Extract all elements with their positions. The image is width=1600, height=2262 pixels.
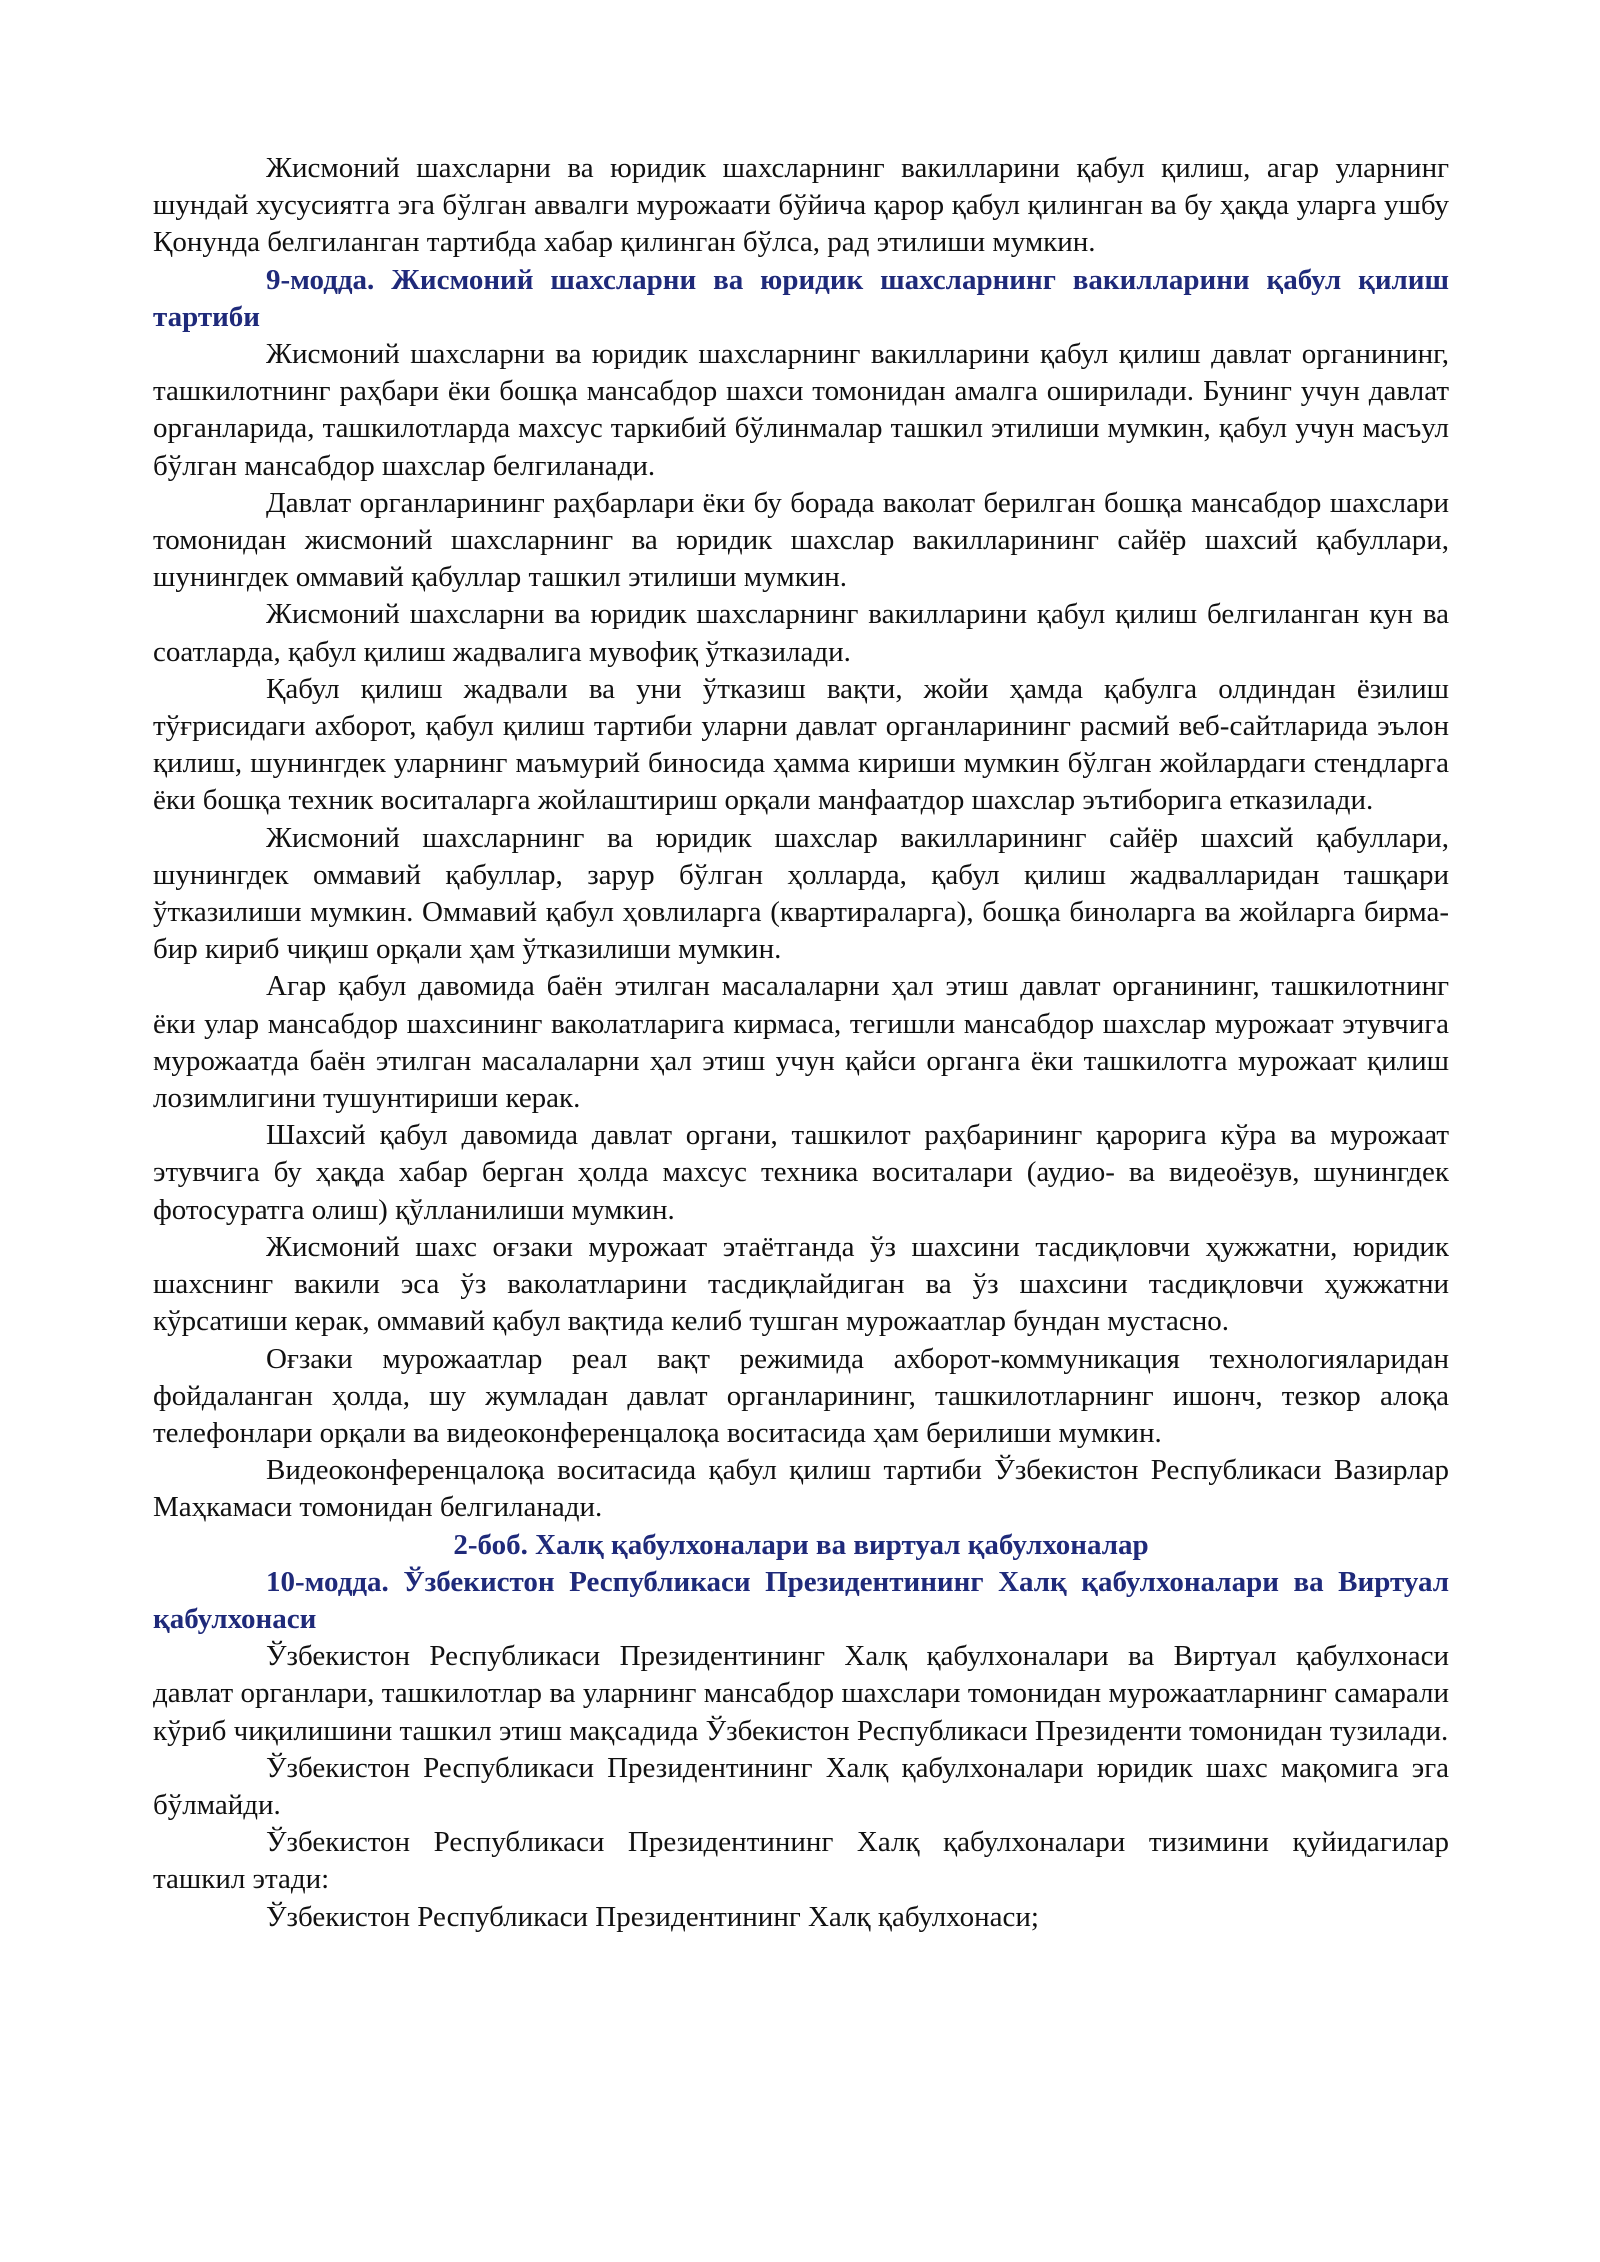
paragraph: Жисмоний шахсларнинг ва юридик шахслар вакилларининг сайёр шахсий қабуллари, шунингдек оммавий қабуллар, зарур бўлган ҳолларда, қабул қилиш жадвалларидан ташқари ўтказилиши мумкин. Оммавий қабул ҳовлиларга (квартираларга), бошқа биноларга ва жойларга бирма-бир кириб чиқиш орқали ҳам ўтказилиши мумкин. [153,821,1449,966]
paragraph: Жисмоний шахсларни ва юридик шахсларнинг вакилларини қабул қилиш белгиланган кун ва соатларда, қабул қилиш жадвалига мувофиқ ўтказилади. [153,598,1449,668]
paragraph: Шахсий қабул давомида давлат органи, ташкилот раҳбарининг қарорига кўра ва мурожаат этувчига бу ҳақда хабар берган ҳолда махсус техника воситалари (аудио- ва видеоёзув, шунингдек фотосуратга олиш) қўлланилиши мумкин. [153,1119,1449,1226]
chapter-heading: 2-боб. Халқ қабулхоналари ва виртуал қабулхоналар [453,1528,1149,1561]
paragraph: Ўзбекистон Республикаси Президентининг Халқ қабулхоналари ва Виртуал қабулхонаси давлат органлари, ташкилотлар ва уларнинг мансабдор шахслари томонидан мурожаатларнинг самарали кўриб чиқилишини ташкил этиш мақсадида Ўзбекистон Республикаси Президенти томонидан тузилади. [153,1640,1449,1747]
paragraph: Жисмоний шахсларни ва юридик шахсларнинг вакилларини қабул қилиш давлат органининг, ташкилотнинг раҳбари ёки бошқа мансабдор шахси томонидан амалга оширилади. Бунинг учун давлат органларида, ташкилотларда махсус таркибий бўлинмалар ташкил этилиши мумкин, қабул учун масъул бўлган мансабдор шахслар белгиланади. [153,338,1449,482]
paragraph: Видеоконференцалоқа воситасида қабул қилиш тартиби Ўзбекистон Республикаси Вазирлар Маҳкамаси томонидан белгиланади. [153,1454,1449,1524]
article-heading: 9-модда. Жисмоний шахсларни ва юридик шахсларнинг вакилларини қабул қилиш тартиби [153,263,1449,333]
paragraph: Ўзбекистон Республикаси Президентининг Халқ қабулхоналари тизимини қуйидагилар ташкил этади: [153,1826,1449,1896]
article-heading: 10-модда. Ўзбекистон Республикаси Президентининг Халқ қабулхоналари ва Виртуал қабулхонаси [153,1565,1449,1635]
paragraph: Оғзаки мурожаатлар реал вақт режимида ахборот-коммуникация технологияларидан фойдаланган ҳолда, шу жумладан давлат органларининг, ташкилотларнинг ишонч, тезкор алоқа телефонлари орқали ва видеоконференцалоқа воситасида ҳам берилиши мумкин. [153,1342,1449,1449]
paragraph: Қабул қилиш жадвали ва уни ўтказиш вақти, жойи ҳамда қабулга олдиндан ёзилиш тўғрисидаги ахборот, қабул қилиш тартиби уларни давлат органларининг расмий веб-сайтларида эълон қилиш, шунингдек уларнинг маъмурий биносида ҳамма кириши мумкин бўлган жойлардаги стендларга ёки бошқа техник воситаларга жойлаштириш орқали манфаатдор шахслар эътиборига етказилади. [153,672,1449,817]
paragraph: Ўзбекистон Республикаси Президентининг Халқ қабулхоналари юридик шахс мақомига эга бўлмайди. [153,1751,1449,1821]
paragraph: Жисмоний шахс оғзаки мурожаат этаётганда ўз шахсини тасдиқловчи ҳужжатни, юридик шахснинг вакили эса ўз ваколатларини тасдиқлайдиган ва ўз шахсини тасдиқловчи ҳужжатни кўрсатиши керак, оммавий қабул вақтида келиб тушган мурожаатлар бундан мустасно. [153,1230,1449,1338]
paragraph: Давлат органларининг раҳбарлари ёки бу борада ваколат берилган бошқа мансабдор шахслари томонидан жисмоний шахсларнинг ва юридик шахслар вакилларининг сайёр шахсий қабуллари, шунингдек оммавий қабуллар ташкил этилиши мумкин. [153,486,1449,594]
paragraph: Жисмоний шахсларни ва юридик шахсларнинг вакилларини қабул қилиш, агар уларнинг шундай хусусиятга эга бўлган аввалги мурожаати бўйича қарор қабул қилинган ва бу ҳақда уларга ушбу Қонунда белгиланган тартибда хабар қилинган бўлса, рад этилиши мумкин. [153,152,1449,259]
paragraph: Агар қабул давомида баён этилган масалаларни ҳал этиш давлат органининг, ташкилотнинг ёки улар мансабдор шахсининг ваколатларига кирмаса, тегишли мансабдор шахслар мурожаат этувчига мурожаатда баён этилган масалаларни ҳал этиш учун қайси органга ёки ташкилотга мурожаат қилиш лозимлигини тушунтириши керак. [153,970,1449,1115]
paragraph: Ўзбекистон Республикаси Президентининг Халқ қабулхонаси; [266,1900,1039,1933]
document-page [153,150,1449,1936]
